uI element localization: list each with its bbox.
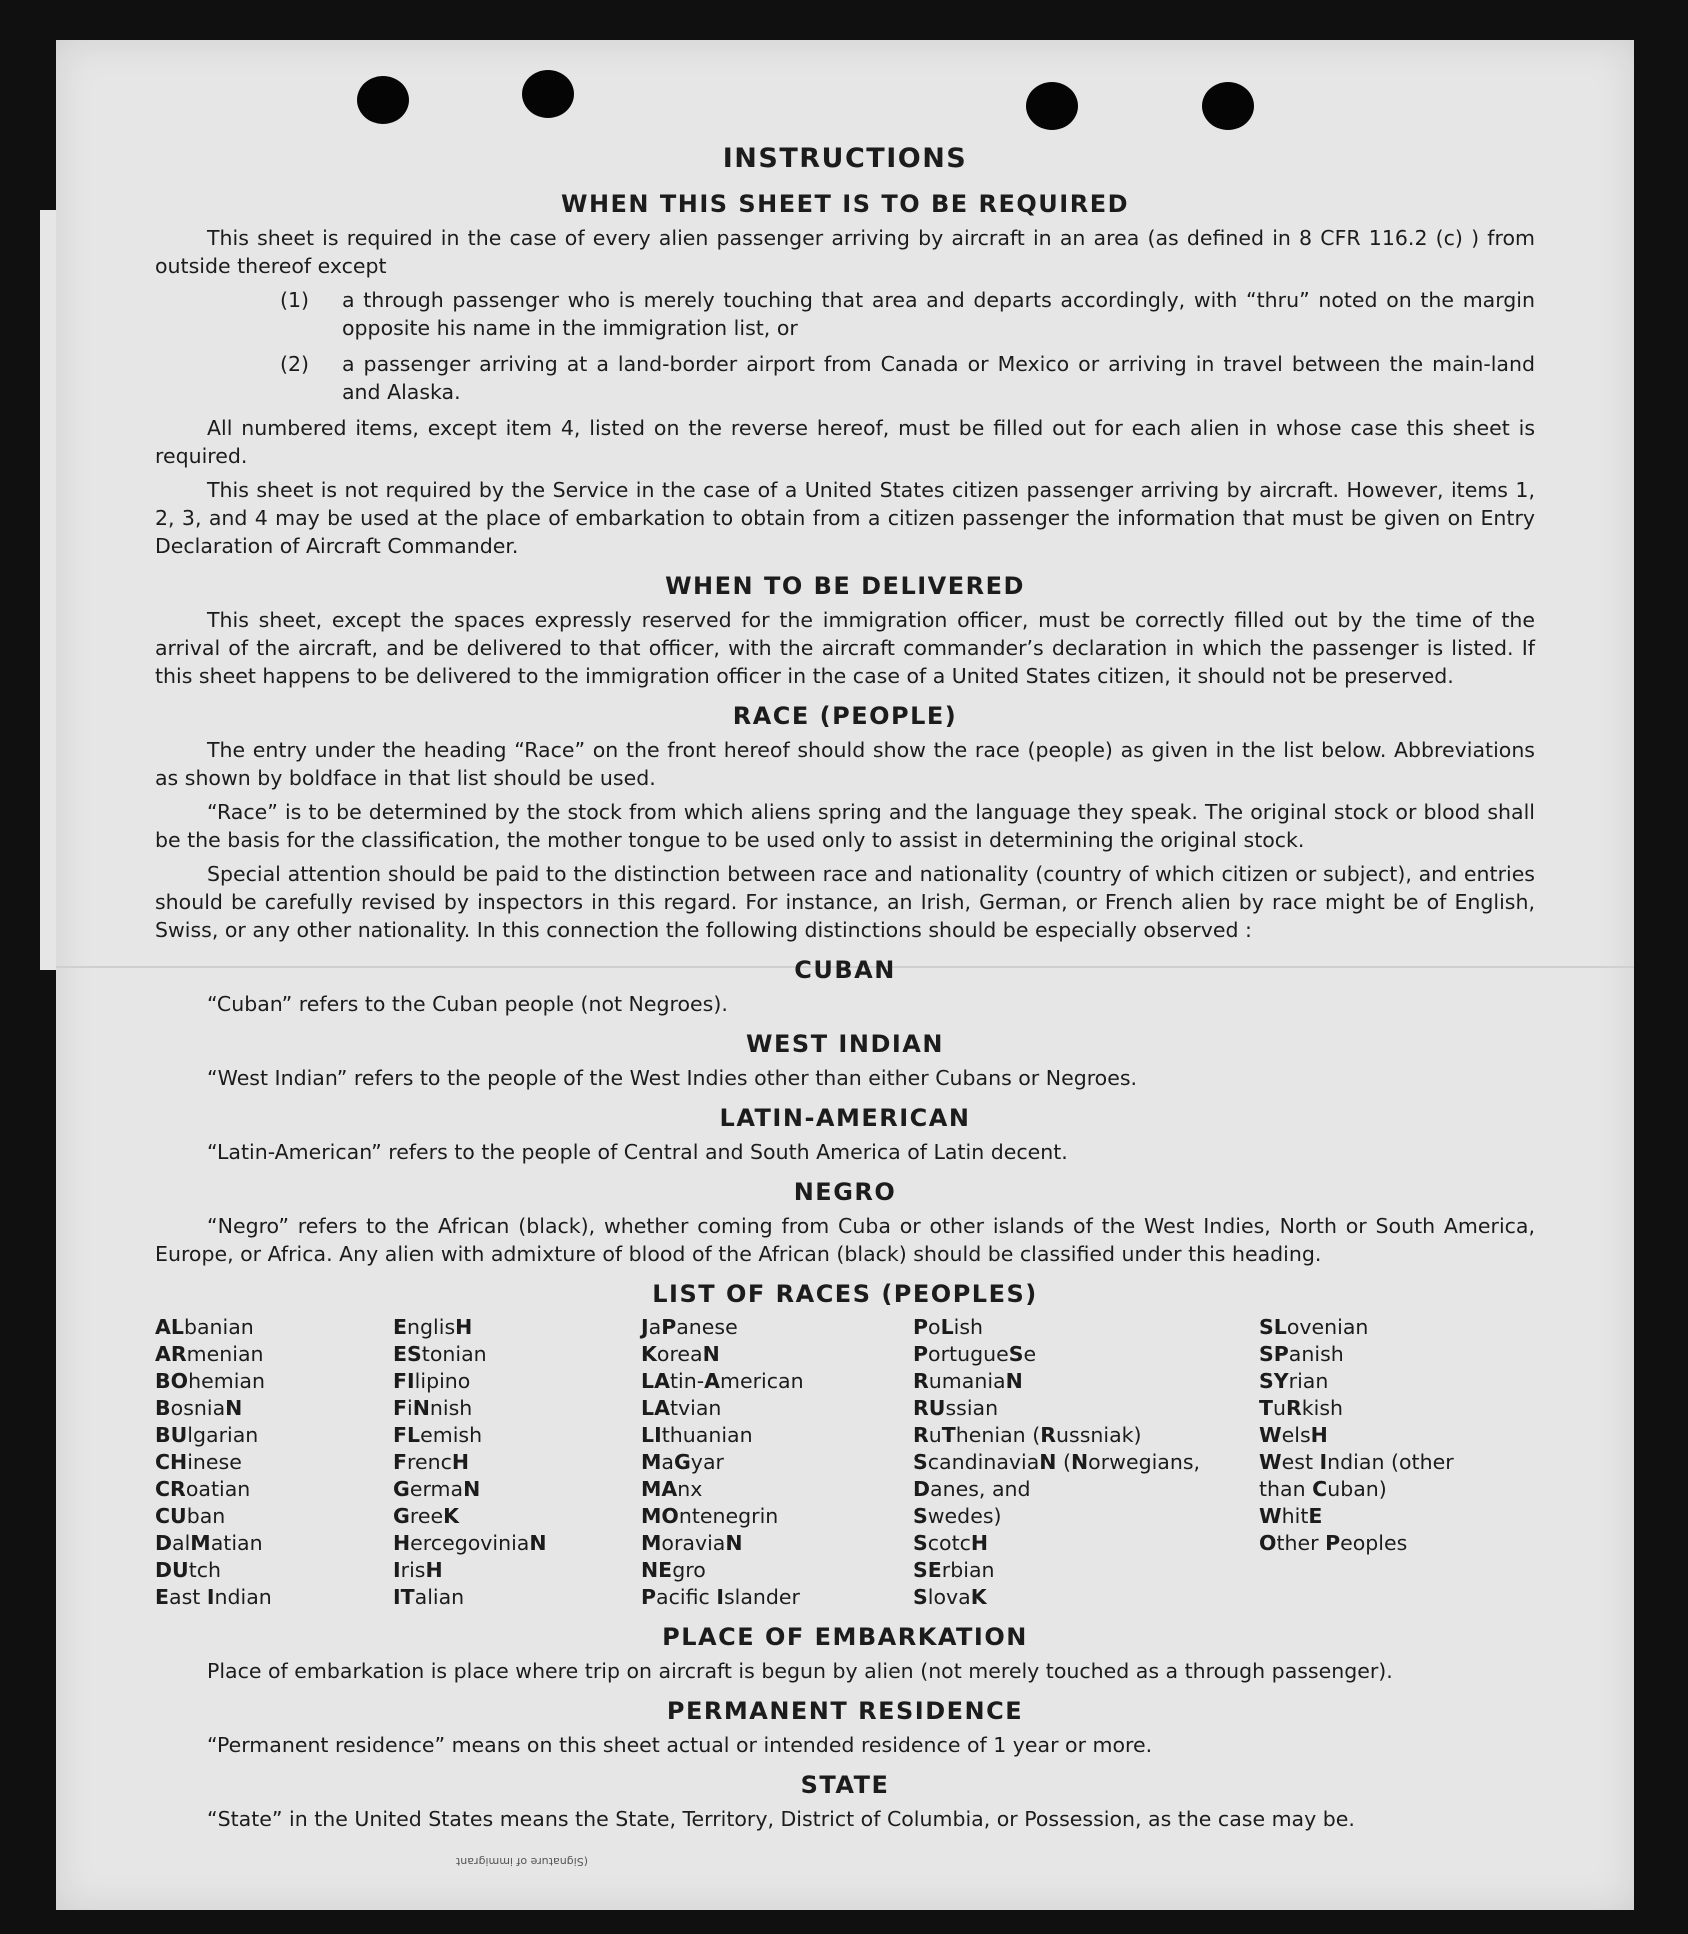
paragraph: Special attention should be paid to the distinction between race and nationality (country of which citizen or subject), and entries should be carefully revised by inspectors in this regard. For instance, an Irish, German, or French alien by race might be of English, Swiss, or any other nationality. In this connection the following distinctions should be especially observed : (155, 862, 1535, 942)
race-entry: MAnx (641, 1477, 703, 1501)
race-entry: SlovaK (913, 1585, 987, 1609)
exception-list (155, 286, 1535, 406)
signature-stamp: (Signature of immigrant (455, 1855, 588, 1868)
race-entry: ALbanian (155, 1315, 254, 1339)
race-entry: Other Peoples (1259, 1531, 1408, 1555)
race-entry: ITalian (393, 1585, 465, 1609)
race-entry: IrisH (393, 1558, 443, 1582)
paragraph: This sheet is not required by the Service in the case of a United States citizen passenger arriving by aircraft. However, items 1, 2, 3, and 4 may be used at the place of embarkation to obtain from a citizen passenger the information that must be given on Entry Declaration of Aircraft Commander. (155, 478, 1535, 558)
race-entry: WhitE (1259, 1504, 1323, 1528)
section-heading: RACE (PEOPLE) (732, 702, 958, 730)
race-entry: EnglisH (393, 1315, 473, 1339)
paragraph: “West Indian” refers to the people of the West Indies other than either Cubans or Negroes. (207, 1066, 1138, 1090)
race-entry: PoLish (913, 1315, 984, 1339)
paragraph: This sheet is required in the case of every alien passenger arriving by aircraft in an area (as defined in 8 CFR 116.2 (c) ) from outside thereof except (155, 226, 1535, 278)
section-heading: NEGRO (793, 1178, 897, 1206)
paragraph: Place of embarkation is place where trip on aircraft is begun by alien (not merely touched as a through passenger). (207, 1659, 1393, 1683)
race-entry: RuThenian (Russniak) (913, 1423, 1142, 1447)
race-entry: EStonian (393, 1342, 487, 1366)
race-entry: FrencH (393, 1450, 470, 1474)
race-entry: FLemish (393, 1423, 483, 1447)
race-entry: CHinese (155, 1450, 242, 1474)
list-item (155, 286, 1535, 342)
section-heading: LIST OF RACES (PEOPLES) (652, 1280, 1038, 1308)
punch-hole (1202, 82, 1254, 130)
section-heading: WHEN THIS SHEET IS TO BE REQUIRED (560, 190, 1130, 218)
race-entry: Danes, and (913, 1477, 1031, 1501)
race-entry: BUlgarian (155, 1423, 259, 1447)
race-entry: PortugueSe (913, 1342, 1037, 1366)
section-heading: WHEN TO BE DELIVERED (665, 572, 1025, 600)
race-entry: TuRkish (1259, 1396, 1344, 1420)
race-column (1259, 1314, 1509, 1611)
section-heading: WEST INDIAN (746, 1030, 944, 1058)
race-entry: DalMatian (155, 1531, 263, 1555)
race-entry: FIlipino (393, 1369, 471, 1393)
race-entry: NEgro (641, 1558, 706, 1582)
paragraph: “Cuban” refers to the Cuban people (not Negroes). (207, 992, 728, 1016)
section-heading: PLACE OF EMBARKATION (662, 1623, 1028, 1651)
race-entry: Pacifc Islander (641, 1585, 800, 1609)
instructions-body (155, 138, 1535, 1839)
race-entry: MOntenegrin (641, 1504, 779, 1528)
race-entry: ARmenian (155, 1342, 264, 1366)
race-entry: BOhemian (155, 1369, 265, 1393)
item-number: (2) (280, 352, 310, 376)
item-number: (1) (280, 288, 310, 312)
section-heading: LATIN-AMERICAN (719, 1104, 971, 1132)
race-entry: GermaN (393, 1477, 481, 1501)
race-column (641, 1314, 913, 1611)
race-entry: DUtch (155, 1558, 222, 1582)
race-entry: GreeK (393, 1504, 459, 1528)
race-entry: SYrian (1259, 1369, 1329, 1393)
section-heading: CUBAN (794, 956, 896, 984)
race-column (393, 1314, 641, 1611)
punch-hole (522, 70, 574, 118)
item-text: a through passenger who is merely touching that area and departs accordingly, with “thru” noted on the margin opposite his name in the immigration list, or (342, 288, 1535, 340)
paragraph: “Permanent residence” means on this sheet actual or intended residence of 1 year or more. (207, 1733, 1153, 1757)
race-entry: than Cuban) (1259, 1477, 1387, 1501)
punch-hole (357, 76, 409, 124)
paragraph: All numbered items, except item 4, listed on the reverse hereof, must be filled out for each alien in whose case this sheet is required. (155, 416, 1535, 468)
section-heading: PERMANENT RESIDENCE (666, 1697, 1024, 1725)
page-title: INSTRUCTIONS (722, 143, 968, 174)
race-entry: RUssian (913, 1396, 999, 1420)
paragraph: “State” in the United States means the State, Territory, District of Columbia, or Possession, as the case may be. (207, 1807, 1355, 1831)
race-entry: BosniaN (155, 1396, 243, 1420)
punch-hole (1026, 82, 1078, 130)
race-entry: LAtvian (641, 1396, 722, 1420)
race-entry: West Indian (other (1259, 1450, 1454, 1474)
list-item (155, 350, 1535, 406)
race-entry: CRoatian (155, 1477, 251, 1501)
race-entry: East Indian (155, 1585, 272, 1609)
paragraph: The entry under the heading “Race” on the front hereof should show the race (people) as given in the list below. Abbreviations as shown by boldface in that list should be used. (155, 738, 1535, 790)
race-column (155, 1314, 393, 1611)
race-entry: RumaniaN (913, 1369, 1023, 1393)
race-list (155, 1314, 1535, 1611)
race-entry: KoreaN (641, 1342, 720, 1366)
race-entry: MoraviaN (641, 1531, 743, 1555)
paragraph: “Latin-American” refers to the people of Central and South America of Latin decent. (207, 1140, 1068, 1164)
race-entry: MaGyar (641, 1450, 724, 1474)
race-entry: SLovenian (1259, 1315, 1369, 1339)
item-text: a passenger arriving at a land-border airport from Canada or Mexico or arriving in travel between the main-land and Alaska. (342, 352, 1535, 404)
race-entry: ScotcH (913, 1531, 989, 1555)
race-entry: Swedes) (913, 1504, 1002, 1528)
race-entry: LIthuanian (641, 1423, 753, 1447)
race-entry: JaPanese (641, 1315, 738, 1339)
race-entry: HercegoviniaN (393, 1531, 547, 1555)
race-column (913, 1314, 1259, 1611)
race-entry: LAtin-American (641, 1369, 804, 1393)
paragraph: This sheet, except the spaces expressly reserved for the immigration officer, must be correctly filled out by the time of the arrival of the aircraft, and be delivered to that officer, with the aircraft commander’s declaration in which the passenger is listed. If this sheet happens to be delivered to the immigration officer in the case of a United States citizen, it should not be preserved. (155, 608, 1535, 688)
race-entry: SErbian (913, 1558, 995, 1582)
section-heading: STATE (800, 1771, 890, 1799)
race-entry: SPanish (1259, 1342, 1344, 1366)
race-entry: CUban (155, 1504, 226, 1528)
paragraph: “Negro” refers to the African (black), whether coming from Cuba or other islands of the West Indies, North or South America, Europe, or Africa. Any alien with admixture of blood of the African (black) should be classified under this heading. (155, 1214, 1535, 1266)
paragraph: “Race” is to be determined by the stock from which aliens spring and the language they speak. The original stock or blood shall be the basis for the classification, the mother tongue to be used only to assist in determining the original stock. (155, 800, 1535, 852)
race-entry: WelsH (1259, 1423, 1328, 1447)
race-entry: ScandinaviaN (Norwegians, (913, 1450, 1201, 1474)
race-entry: FiNnish (393, 1396, 473, 1420)
